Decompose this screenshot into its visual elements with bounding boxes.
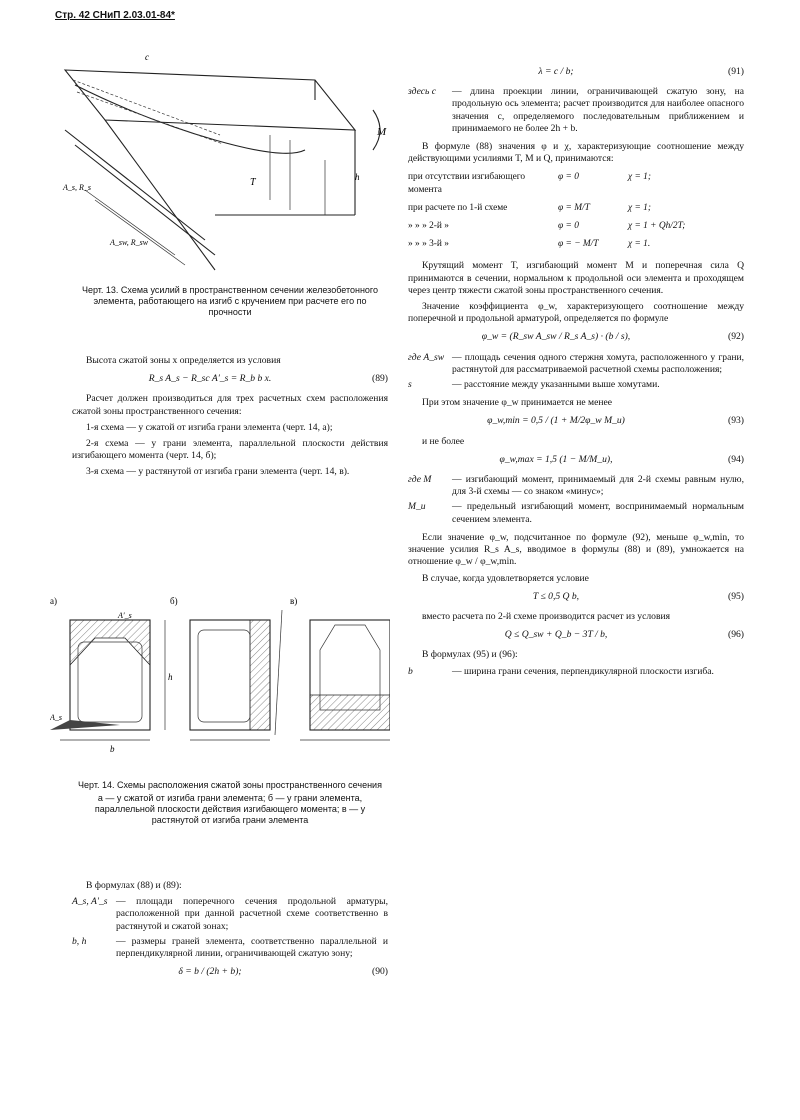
- figure-14-caption: Черт. 14. Схемы расположения сжатой зоны пространственного сечения: [78, 780, 382, 790]
- right-p7: В случае, когда удовлетворяется условие: [422, 572, 589, 584]
- right-defs-4: [408, 666, 744, 678]
- fig14-panel-c: в): [290, 596, 298, 606]
- right-p4: При этом значение φ_w принимается не менее: [422, 397, 612, 409]
- right-p2: Крутящий момент T, изгибающий момент M и поперечная сила Q принимаются в сечении, нормальном к продольной оси элемента и проходящем через центр тяжести сжатой зоны пространственного сечения.: [408, 260, 744, 296]
- right-defs-1: [408, 86, 744, 135]
- right-defs-2: [408, 352, 744, 392]
- right-p1: В формуле (88) значения φ и χ, характеризующие соотношение между действующими усилиями T, M и Q, принимаются:: [408, 141, 744, 165]
- formula-94: φ_w,max = 1,5 (1 − M/M_u), (94): [499, 453, 744, 465]
- formula-89-eq: R_s A_s − R_sc A′_s = R_b b x.: [148, 373, 272, 385]
- formula-95: T ≤ 0,5 Q b, (95): [532, 590, 744, 602]
- right-def-m: где M — изгибающий момент, принимаемый для 2-й схемы равным нулю, для 3-й схемы — со знаком «минус»;: [408, 474, 744, 498]
- page-header: Стр. 42 СНиП 2.03.01-84*: [55, 10, 175, 21]
- formula-91: λ = c / b; (91): [538, 66, 744, 77]
- fig13-label-c: c: [145, 52, 149, 62]
- formula-96: Q ≤ Q_sw + Q_b − 3T / b, (96): [504, 629, 744, 641]
- fig14-panel-b: б): [170, 596, 178, 606]
- figure-14-caption-block: [72, 780, 388, 826]
- right-p9: В формулах (95) и (96):: [422, 649, 518, 661]
- left-def-1: A_s, A′_s — площади поперечного сечения продольной арматуры, расположенной при данной расчетной схеме соответственно в растянутой и сжатой зонах;: [72, 896, 388, 932]
- fig13-label-m: M: [377, 126, 387, 138]
- right-column: [408, 60, 744, 684]
- fig14-label-as: A_s: [50, 713, 62, 722]
- formula-89-num: (89): [372, 373, 388, 385]
- left-p1: Расчет должен производиться для трех расчетных схем расположения сжатой зоны пространственного сечения:: [72, 393, 388, 417]
- formula-93: φ_w,min = 0,5 / (1 + M/2φ_w M_u) (93): [487, 415, 744, 427]
- formula-89: [72, 373, 388, 385]
- right-defs-3: [408, 474, 744, 526]
- right-p6: Если значение φ_w, подсчитанное по формуле (92), меньше φ_w,min, то значение усилия R_s A_s, вводимое в формулы (88) и (89), умножается на отношение φ_w / φ_w,min.: [408, 531, 744, 568]
- right-def-b: b — ширина грани сечения, перпендикулярной плоскости изгиба.: [408, 665, 714, 677]
- figure-13-caption: Черт. 13. Схема усилий в пространственном сечении железобетонного элемента, работающего на изгиб с кручением при расчете его по прочности: [81, 285, 379, 317]
- right-p3: Значение коэффициента φ_w, характеризующего соотношение между поперечной и продольной арматурой, определяется по формуле: [408, 301, 744, 325]
- figure-14-subcaption: а — у сжатой от изгиба грани элемента; б — у грани элемента, параллельной плоскости действия изгибающего момента; в — у растянутой от изгиба грани элемента: [94, 793, 366, 825]
- left-scheme-2: 2-я схема — у грани элемента, параллельной плоскости действия изгибающего момента (черт. 14, б);: [72, 438, 388, 462]
- left-scheme-3: 3-я схема — у растянутой от изгиба грани элемента (черт. 14, в).: [86, 466, 350, 478]
- right-def-c: здесь c — длина проекции линии, ограничивающей сжатую зону, на продольную ось элемента; расчет производится для наиболее опасного значения c, определяемого последовательным приближением и принимаемого не более 2h + b.: [408, 86, 744, 134]
- figure-14-drawing: [50, 590, 390, 760]
- right-def-mu: M_u — предельный изгибающий момент, воспринимаемый нормальным сечением элемента.: [408, 501, 744, 525]
- left-def-2: b, h — размеры граней элемента, соответственно параллельной и перпендикулярной линии, ограничивающей сжатую зону;: [72, 935, 388, 960]
- formula-92: φ_w = (R_sw A_sw / R_s A_s) · (b / s), (92): [481, 331, 744, 343]
- formula-90: δ = b / (2h + b); (90): [178, 966, 388, 978]
- right-def-asw: где A_sw — площадь сечения одного стержня хомута, расположенного у грани, растянутой для рассматриваемой расчетной схемы расположения;: [408, 351, 744, 375]
- left-defs: [72, 896, 388, 960]
- fig13-label-as: A_s, R_s: [63, 183, 91, 192]
- fig13-label-h: h: [355, 172, 360, 182]
- fig14-label-h: h: [168, 672, 173, 682]
- fig14-label-b: b: [110, 744, 115, 754]
- right-p8: вместо расчета по 2-й схеме производится расчет из условия: [422, 610, 671, 622]
- left-scheme-1: 1-я схема — у сжатой от изгиба грани элемента (черт. 14, а);: [86, 421, 333, 433]
- right-p5: и не более: [422, 435, 465, 447]
- phi-chi-table: при отсутствии изгибающего момента φ = 0 χ = 1; при расчете по 1-й схеме φ = M/T χ = 1; » » » 2-й » φ = 0 χ = 1 + Qh/2T; » » » 3-й » φ = − M/T χ = 1.: [408, 172, 686, 250]
- fig13-label-t: T: [250, 177, 256, 188]
- fig13-label-asw: A_sw, R_sw: [110, 238, 149, 247]
- fig14-panel-a: а): [50, 596, 57, 606]
- left-p2: В формулах (88) и (89):: [86, 880, 182, 891]
- left-column-top: [72, 355, 388, 483]
- left-column-bottom: [72, 880, 388, 986]
- figure-13-drawing: [55, 40, 395, 280]
- left-intro: Высота сжатой зоны x определяется из условия: [86, 355, 281, 366]
- right-def-s: s — расстояние между указанными выше хомутами.: [408, 379, 660, 391]
- fig14-label-as-prime: A′_s: [118, 611, 132, 620]
